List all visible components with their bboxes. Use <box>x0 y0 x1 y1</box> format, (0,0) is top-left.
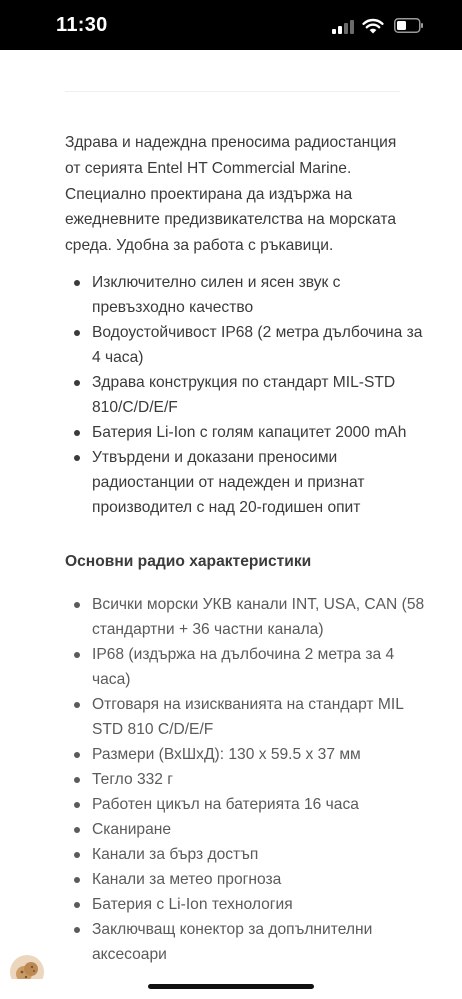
list-item: IP68 (издържа на дълбочина 2 метра за 4 часа) <box>65 642 425 692</box>
home-indicator[interactable] <box>148 984 314 989</box>
list-item: Изключително силен и ясен звук с превъзходно качество <box>65 270 425 320</box>
list-item: Отговаря на изискванията на стандарт MIL STD 810 C/D/E/F <box>65 692 425 742</box>
status-time: 11:30 <box>56 14 108 36</box>
list-item: Заключващ конектор за допълнителни аксесоари <box>65 917 425 967</box>
spec-list <box>65 592 425 967</box>
section-heading: Основни радио характеристики <box>65 553 312 570</box>
bottom-bar <box>0 979 462 999</box>
list-item: Всички морски УКВ канали INT, USA, CAN (58 стандартни + 36 частни канала) <box>65 592 425 642</box>
list-item: Канали за бърз достъп <box>65 842 425 867</box>
list-item: Канали за метео прогноза <box>65 867 425 892</box>
battery-icon <box>394 18 424 33</box>
list-item: Водоустойчивост IP68 (2 метра дълбочина за 4 часа) <box>65 320 425 370</box>
list-item: Сканиране <box>65 817 425 842</box>
page-content <box>0 50 462 999</box>
divider <box>65 91 400 92</box>
description-paragraph: Здрава и надеждна преносима радиостанция от серията Entel HT Commercial Marine. Специално проектирана да издържа на ежедневните предизвикателства на морската среда. Удобна за работа с ръкавици. <box>65 134 397 255</box>
feature-list <box>65 270 425 520</box>
cellular-signal-icon <box>332 20 356 34</box>
list-item: Работен цикъл на батерията 16 часа <box>65 792 425 817</box>
wifi-icon <box>362 17 384 35</box>
list-item: Здрава конструкция по стандарт MIL-STD 810/C/D/E/F <box>65 370 425 420</box>
status-bar <box>0 0 462 50</box>
list-item: Тегло 332 г <box>65 767 425 792</box>
list-item: Батерия Li-Ion с голям капацитет 2000 mAh <box>65 420 425 445</box>
list-item: Утвърдени и доказани преносими радиостанции от надежден и признат производител с над 20-годишен опит <box>65 445 425 520</box>
list-item: Батерия с Li-Ion технология <box>65 892 425 917</box>
list-item: Размери (ВхШхД): 130 x 59.5 x 37 мм <box>65 742 425 767</box>
